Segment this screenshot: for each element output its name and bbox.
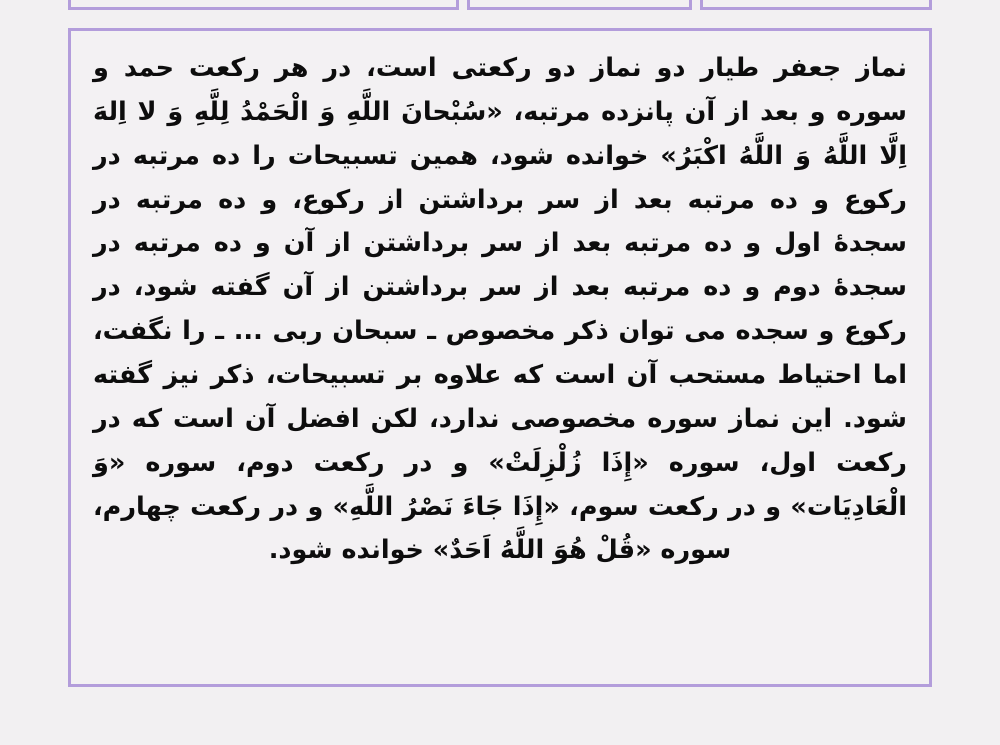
top-partial-cell-3 [68, 0, 459, 10]
body-paragraph: نماز جعفر طیار دو نماز دو رکعتی است، در هر رکعت حمد و سوره و بعد از آن پانزده مرتبه، «سُبْحانَ اللَّهِ وَ الْحَمْدُ لِلَّهِ وَ لا اِلهَ اِلَّا اللَّهُ وَ اللَّهُ اکْبَرُ» خوانده شود، همین تسبیحات را ده مرتبه در رکوع و ده مرتبه بعد از سر برداشتن از رکوع، و ده مرتبه در سجدهٔ اول و ده مرتبه بعد از سر برداشتن از آن و ده مرتبه در سجدهٔ دوم و ده مرتبه بعد از سر برداشتن از آن گفته شود، در رکوع و سجده می توان ذکر مخصوص ـ سبحان ربی ... ـ را نگفت، اما احتیاط مستحب آن است که علاوه بر تسبیحات، ذکر نیز گفته شود. این نماز سوره مخصوصی ندارد، لکن افضل آن است که در رکعت اول، سوره «إِذَا زُلْزِلَتْ» و در رکعت دوم، سوره «وَ الْعَادِیَات» و در رکعت سوم، «إِذَا جَاءَ نَصْرُ اللَّهِ» و در رکعت چهارم، سوره «قُلْ هُوَ اللَّهُ اَحَدٌ» خوانده شود. [93, 53, 907, 566]
top-partial-cell-2 [467, 0, 692, 10]
text-content-box [68, 28, 932, 687]
top-partial-row [68, 0, 932, 10]
top-partial-cell-1 [700, 0, 932, 10]
